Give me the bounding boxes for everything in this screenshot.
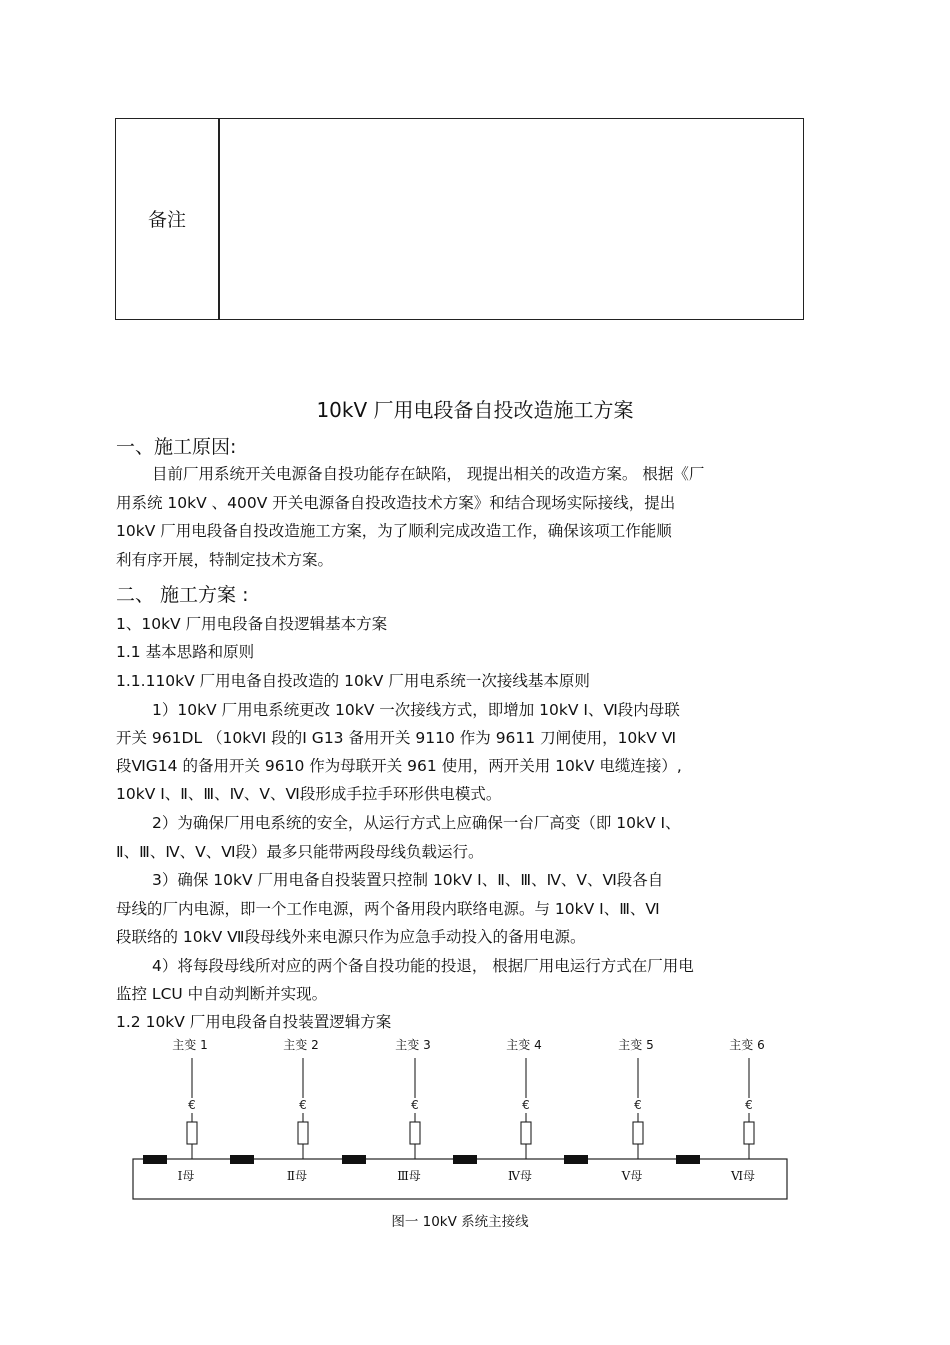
transformer-label: 主变 6 xyxy=(729,1038,765,1052)
figure-caption: 图一 10kV 系统主接线 xyxy=(391,1214,529,1230)
section1-line: 10kV 厂用电段备自投改造施工方案，为了顺利完成改造工作，确保该项工作能顺 xyxy=(116,522,672,540)
remark-label: 备注 xyxy=(147,209,186,231)
p2-line: 2）为确保厂用电系统的安全，从运行方式上应确保一台厂高变（即 10kV Ⅰ、 xyxy=(152,814,681,832)
p1-line: 段ⅥG14 的备用开关 9610 作为母联开关 961 使用，两开关用 10kV 电缆连接）, xyxy=(116,757,682,775)
ct-symbol-icon: € xyxy=(411,1098,419,1112)
section2-heading: 二、 施工方案 : xyxy=(116,584,249,606)
remark-table xyxy=(115,118,804,320)
p1-line: 1）10kV 厂用电系统更改 10kV 一次接线方式，即增加 10kV Ⅰ、Ⅵ段内母联 xyxy=(152,701,680,719)
transformer-label: 主变 3 xyxy=(395,1038,431,1052)
bus-label: Ⅵ母 xyxy=(730,1169,756,1183)
breaker-icon xyxy=(744,1122,754,1144)
bus-tie-breaker-icon xyxy=(143,1155,167,1164)
bus-label: Ⅳ母 xyxy=(508,1169,532,1183)
bus-label: Ⅱ母 xyxy=(286,1169,308,1183)
p3-line: 段联络的 10kV Ⅶ段母线外来电源只作为应急手动投入的备用电源。 xyxy=(116,928,586,946)
p1-line: 开关 961DL （10kVⅠ 段的Ⅰ G13 备用开关 9110 作为 9611 刀闸使用，10kV Ⅵ xyxy=(116,729,677,747)
bus-tie-breaker-icon xyxy=(230,1155,254,1164)
ct-symbol-icon: € xyxy=(299,1098,307,1112)
transformer-label: 主变 5 xyxy=(618,1038,654,1052)
ct-symbol-icon: € xyxy=(522,1098,530,1112)
ct-symbol-icon: € xyxy=(634,1098,642,1112)
busbar-outline xyxy=(133,1159,787,1199)
transformer-label: 主变 2 xyxy=(283,1038,319,1052)
p3-line: 3）确保 10kV 厂用电备自投装置只控制 10kV Ⅰ、Ⅱ、Ⅲ、Ⅳ、Ⅴ、Ⅵ段各自 xyxy=(152,871,664,889)
section2-item: 1.1.110kV 厂用电备自投改造的 10kV 厂用电系统一次接线基本原则 xyxy=(116,672,590,690)
transformer-label: 主变 1 xyxy=(172,1038,208,1052)
ct-symbol-icon: € xyxy=(188,1098,196,1112)
p1-line: 10kV Ⅰ、Ⅱ、Ⅲ、Ⅳ、Ⅴ、Ⅵ段形成手拉手环形供电模式。 xyxy=(116,785,502,803)
section1-heading: 一、施工原因: xyxy=(116,436,237,458)
section1-line: 用系统 10kV 、400V 开关电源备自投改造技术方案》和结合现场实际接线，提出 xyxy=(116,494,676,512)
single-line-diagram xyxy=(120,1030,800,1240)
section1-line: 利有序开展，特制定技术方案。 xyxy=(116,551,334,569)
breaker-icon xyxy=(410,1122,420,1144)
table-divider xyxy=(218,119,220,319)
bus-label: Ⅴ母 xyxy=(621,1169,643,1183)
bus-tie-breaker-icon xyxy=(564,1155,588,1164)
section2-item: 1.1 基本思路和原则 xyxy=(116,643,255,661)
breaker-icon xyxy=(633,1122,643,1144)
bus-tie-breaker-icon xyxy=(342,1155,366,1164)
bus-tie-breaker-icon xyxy=(676,1155,700,1164)
section2-item: 1.2 10kV 厂用电段备自投装置逻辑方案 xyxy=(116,1013,392,1031)
bus-label: Ⅲ母 xyxy=(397,1169,421,1183)
bus-tie-breaker-icon xyxy=(453,1155,477,1164)
p4-line: 监控 LCU 中自动判断并实现。 xyxy=(116,985,328,1003)
p4-line: 4）将每段母线所对应的两个备自投功能的投退， 根据厂用电运行方式在厂用电 xyxy=(152,957,694,975)
p3-line: 母线的厂内电源，即一个工作电源，两个备用段内联络电源。与 10kV Ⅰ、Ⅲ、Ⅵ xyxy=(116,900,660,918)
transformer-label: 主变 4 xyxy=(506,1038,542,1052)
document-title: 10kV 厂用电段备自投改造施工方案 xyxy=(316,398,634,422)
breaker-icon xyxy=(298,1122,308,1144)
section2-item: 1、10kV 厂用电段备自投逻辑基本方案 xyxy=(116,615,388,633)
bus-label: Ⅰ母 xyxy=(177,1169,195,1183)
ct-symbol-icon: € xyxy=(745,1098,753,1112)
breaker-icon xyxy=(187,1122,197,1144)
breaker-icon xyxy=(521,1122,531,1144)
p2-line: Ⅱ、Ⅲ、Ⅳ、Ⅴ、Ⅵ段）最多只能带两段母线负载运行。 xyxy=(116,843,484,861)
section1-line: 目前厂用系统开关电源备自投功能存在缺陷， 现提出相关的改造方案。 根据《厂 xyxy=(152,465,705,483)
